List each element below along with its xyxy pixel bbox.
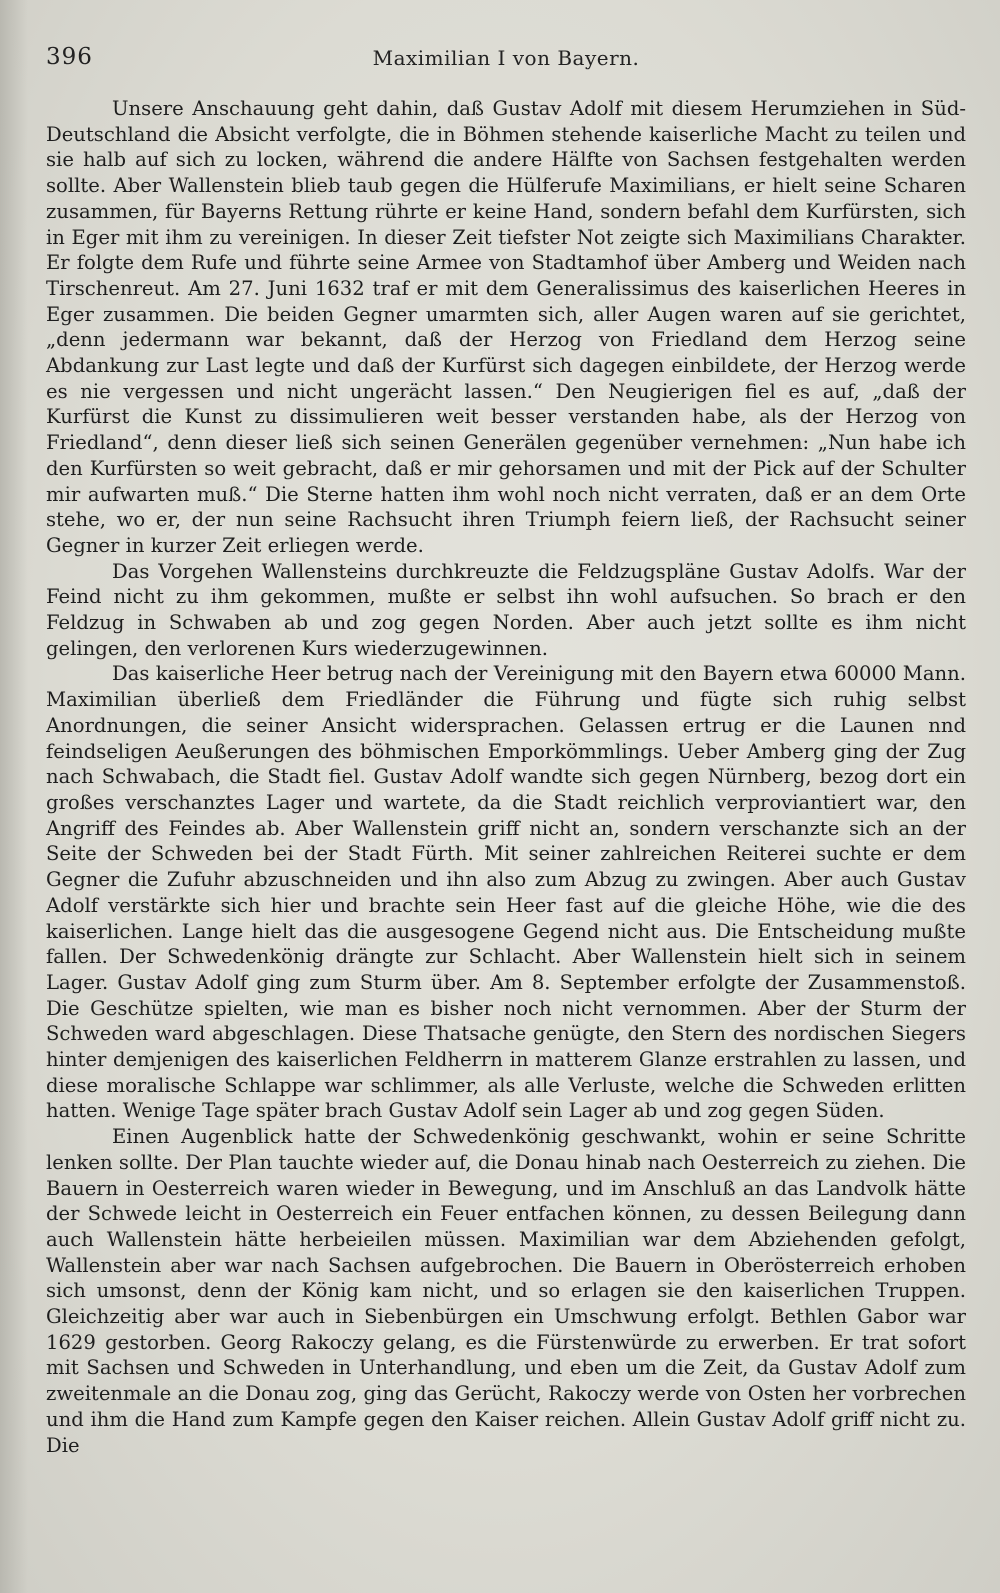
page-gutter-shadow [0, 0, 28, 1593]
body-text [46, 96, 966, 1458]
paragraph: Einen Augenblick hatte der Schwedenkönig geschwankt, wohin er seine Schritte lenken sollte. Der Plan tauchte wieder auf, die Donau hinab nach Oesterreich zu ziehen. Die Bauern in Oesterreich waren wieder in Bewegung, und im Anschluß an das Landvolk hätte der Schwede leicht in Oesterreich ein Feuer entfachen können, zu dessen Beilegung dann auch Wallenstein hätte herbeieilen müssen. Maximilian war dem Abziehenden gefolgt, Wallenstein aber war nach Sachsen aufgebrochen. Die Bauern in Oberösterreich erhoben sich umsonst, denn der König kam nicht, und so erlagen sie den kaiserlichen Truppen. Gleichzeitig aber war auch in Siebenbürgen ein Umschwung erfolgt. Bethlen Gabor war 1629 gestorben. Georg Rakoczy gelang, es die Fürstenwürde zu erwerben. Er trat sofort mit Sachsen und Schweden in Unterhandlung, und eben um die Zeit, da Gustav Adolf zum zweitenmale an die Donau zog, ging das Gerücht, Rakoczy werde von Osten her vorbrechen und ihm die Hand zum Kampfe gegen den Kaiser reichen. Allein Gustav Adolf griff nicht zu. Die [46, 1125, 966, 1457]
running-title: Maximilian I von Bayern. [372, 46, 640, 70]
page-header [46, 40, 966, 80]
paragraph: Unsere Anschauung geht dahin, daß Gustav Adolf mit diesem Herumziehen in Süd-Deutschland die Absicht verfolgte, die in Böhmen stehende kaiserliche Macht zu teilen und sie halb auf sich zu locken, während die andere Hälfte von Sachsen festgehalten werden sollte. Aber Wallenstein blieb taub gegen die Hülferufe Maximilians, er hielt seine Scharen zusammen, für Bayerns Rettung rührte er keine Hand, sondern befahl dem Kurfürsten, sich in Eger mit ihm zu vereinigen. In dieser Zeit tiefster Not zeigte sich Maximilians Charakter. Er folgte dem Rufe und führte seine Armee von Stadtamhof über Amberg und Weiden nach Tirschenreut. Am 27. Juni 1632 traf er mit dem Generalissimus des kaiserlichen Heeres in Eger zusammen. Die beiden Gegner umarmten sich, aller Augen waren auf sie gerichtet, „denn jedermann war bekannt, daß der Herzog von Friedland dem Herzog seine Abdankung zur Last legte und daß der Kurfürst sich dagegen einbildete, der Herzog werde es nie vergessen und nicht ungerächt lassen.“ Den Neugierigen fiel es auf, „daß der Kurfürst die Kunst zu dissimulieren weit besser verstanden habe, als der Herzog von Friedland“, denn dieser ließ sich seinen Generälen gegenüber vernehmen: „Nun habe ich den Kurfürsten so weit gebracht, daß er mir gehorsamen und mit der Pick auf der Schulter mir aufwarten muß.“ Die Sterne hatten ihm wohl noch nicht verraten, daß er an dem Orte stehe, wo er, der nun seine Rachsucht ihren Triumph feiern ließ, der Rachsucht seiner Gegner in kurzer Zeit erliegen werde. [46, 97, 966, 557]
paragraph: Das Vorgehen Wallensteins durchkreuzte die Feldzugspläne Gustav Adolfs. War der Feind nicht zu ihm gekommen, mußte er selbst ihn wohl aufsuchen. So brach er den Feldzug in Schwaben ab und zog gegen Norden. Aber auch jetzt sollte es ihm nicht gelingen, den verlorenen Kurs wiederzugewinnen. [46, 559, 966, 660]
paragraph: Das kaiserliche Heer betrug nach der Vereinigung mit den Bayern etwa 60000 Mann. Maximilian überließ dem Friedländer die Führung und fügte sich ruhig selbst Anordnungen, die seiner Ansicht widersprachen. Gelassen ertrug er die Launen nnd feindseligen Aeußerungen des böhmischen Emporkömmlings. Ueber Amberg ging der Zug nach Schwabach, die Stadt fiel. Gustav Adolf wandte sich gegen Nürnberg, bezog dort ein großes verschanztes Lager und wartete, da die Stadt reichlich verproviantiert war, den Angriff des Feindes ab. Aber Wallenstein griff nicht an, sondern verschanzte sich an der Seite der Schweden bei der Stadt Fürth. Mit seiner zahlreichen Reiterei suchte er dem Gegner die Zufuhr abzuschneiden und ihn also zum Abzug zu zwingen. Aber auch Gustav Adolf verstärkte sich hier und brachte sein Heer fast auf die gleiche Höhe, wie die des kaiserlichen. Lange hielt das die ausgesogene Gegend nicht aus. Die Entscheidung mußte fallen. Der Schwedenkönig drängte zur Schlacht. Aber Wallenstein hielt sich in seinem Lager. Gustav Adolf ging zum Sturm über. Am 8. September erfolgte der Zusammenstoß. Die Geschütze spielten, wie man es bisher noch nicht vernommen. Aber der Sturm der Schweden ward abgeschlagen. Diese Thatsache genügte, den Stern des nordischen Siegers hinter demjenigen des kaiserlichen Feldherrn in matterem Glanze erstrahlen zu lassen, und diese moralische Schlappe war schlimmer, als alle Verluste, welche die Schweden erlitten hatten. Wenige Tage später brach Gustav Adolf sein Lager ab und zog gegen Süden. [46, 662, 966, 1123]
page-number: 396 [46, 44, 93, 70]
